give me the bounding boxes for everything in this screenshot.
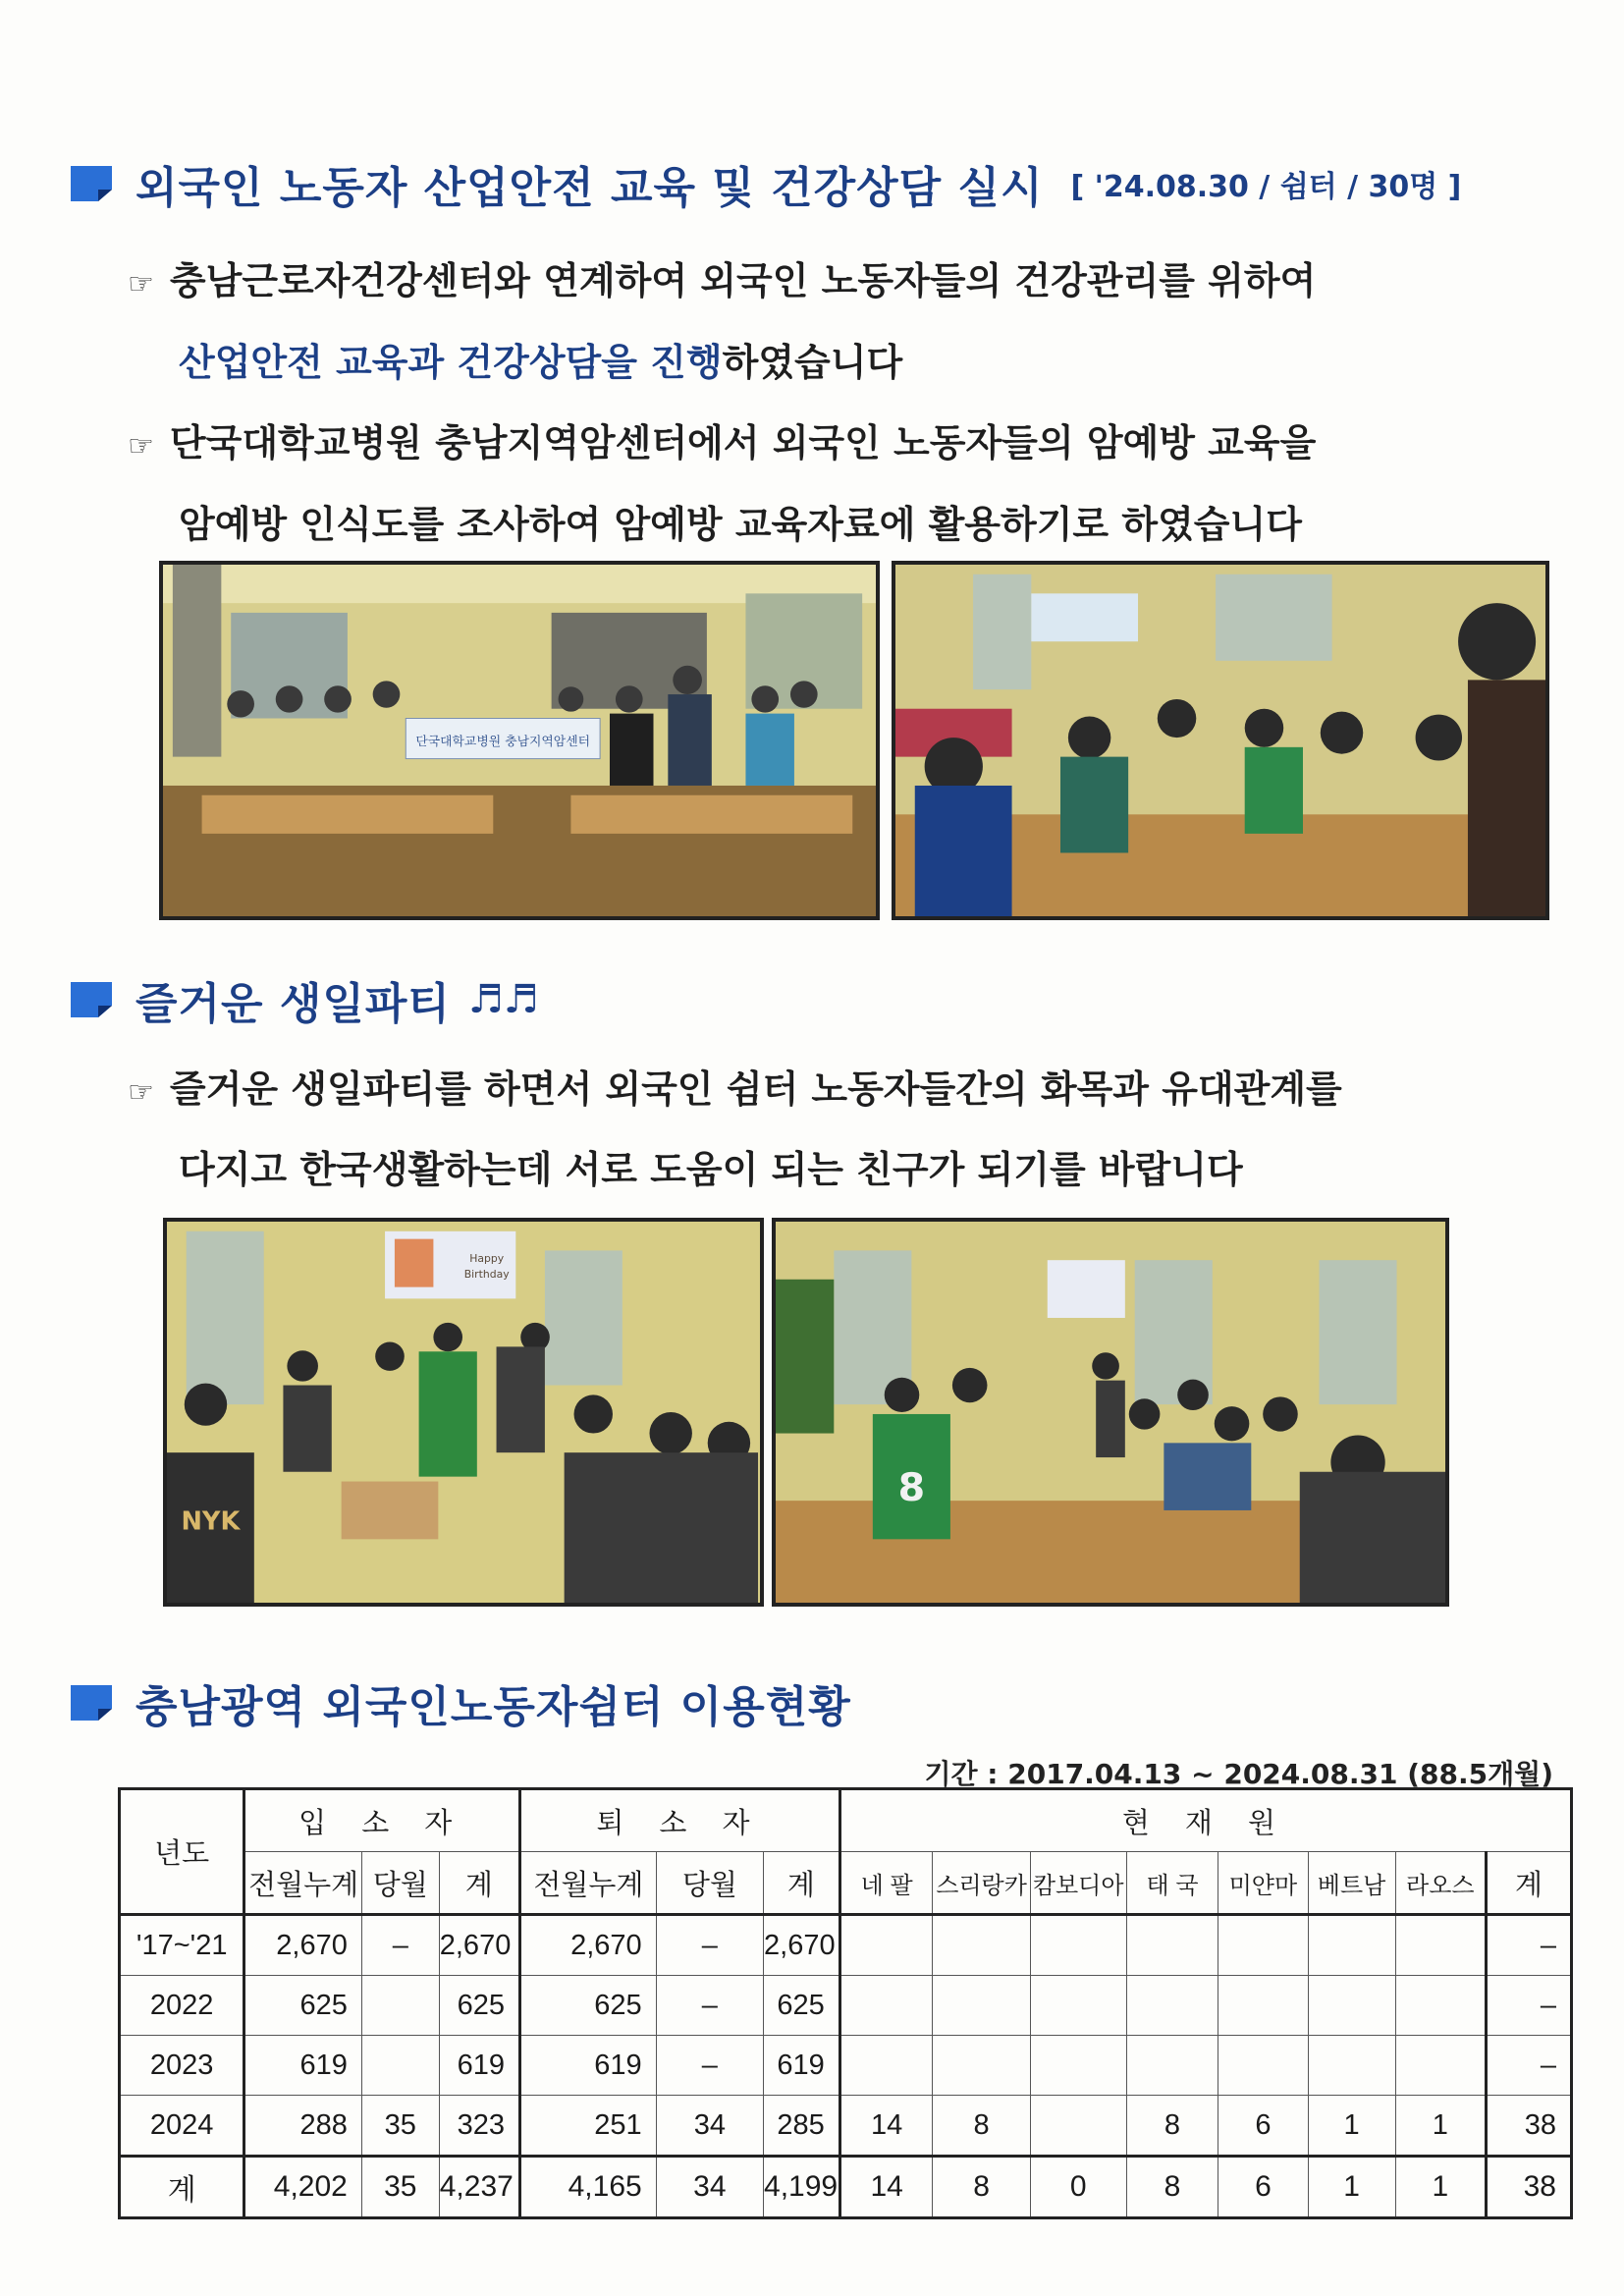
- header-country-vietnam: 베트남: [1308, 1852, 1395, 1915]
- section-title: 외국인 노동자 산업안전 교육 및 건강상담 실시: [135, 163, 1044, 213]
- header-admit-total: 계: [439, 1852, 519, 1915]
- cell-admit-cum: 288: [244, 2096, 361, 2157]
- cell-laos: [1395, 1915, 1486, 1976]
- header-leave: 퇴 소 자: [520, 1789, 840, 1852]
- cell-srilanka: 8: [933, 2157, 1030, 2218]
- highlight-text: 산업안전 교육과 건강상담을 진행: [179, 341, 723, 384]
- cell-cambodia: [1030, 1976, 1126, 2036]
- music-notes: ♬♬: [467, 977, 539, 1022]
- cell-thailand: [1126, 1976, 1218, 2036]
- cell-current-total: –: [1487, 2036, 1572, 2096]
- cell-thailand: 8: [1126, 2157, 1218, 2218]
- header-country-nepal: 네 팔: [839, 1852, 933, 1915]
- cell-current-total: –: [1487, 1976, 1572, 2036]
- cell-current-total: 38: [1487, 2157, 1572, 2218]
- header-country-myanmar: 미얀마: [1218, 1852, 1308, 1915]
- cell-leave-total: 285: [764, 2096, 840, 2157]
- header-country-laos: 라오스: [1395, 1852, 1486, 1915]
- cell-current-total: –: [1487, 1915, 1572, 1976]
- cell-myanmar: 6: [1218, 2157, 1308, 2218]
- folded-note-icon: [69, 1683, 114, 1722]
- cell-admit-total: 619: [439, 2036, 519, 2096]
- cell-myanmar: 6: [1218, 2096, 1308, 2157]
- table-row: [120, 1915, 1572, 1976]
- section-heading-shelter-usage: [69, 1671, 851, 1734]
- cell-myanmar: [1218, 1976, 1308, 2036]
- header-current-total: 계: [1487, 1852, 1572, 1915]
- screen-birthday: Birthday: [463, 1267, 510, 1281]
- bullet-continuation: 암예방 인식도를 조사하여 암예방 교육자료에 활용하기로 하였습니다: [179, 503, 1302, 546]
- shirt-text: NYK: [181, 1506, 241, 1537]
- cell-laos: [1395, 1976, 1486, 2036]
- header-year: 년도: [120, 1789, 244, 1915]
- bullet-continuation: 다지고 한국생활하는데 서로 도움이 되는 친구가 되기를 바랍니다: [179, 1148, 1243, 1191]
- header-admit: 입 소 자: [244, 1789, 520, 1852]
- cell-admit-month: –: [361, 1915, 439, 1976]
- photo-education-group: [159, 561, 880, 920]
- header-admit-cum: 전월누계: [244, 1852, 361, 1915]
- cell-year: 2023: [120, 2036, 244, 2096]
- period-label: 기간 : 2017.04.13 ~ 2024.08.31 (88.5개월): [924, 1758, 1553, 1790]
- cell-nepal: [839, 1915, 933, 1976]
- cell-admit-month: [361, 2036, 439, 2096]
- cell-leave-cum: 619: [520, 2036, 657, 2096]
- section-heading-birthday-party: [69, 968, 539, 1031]
- header-current: 현 재 원: [839, 1789, 1571, 1852]
- cell-thailand: [1126, 2036, 1218, 2096]
- cell-laos: 1: [1395, 2096, 1486, 2157]
- cell-current-total: 38: [1487, 2096, 1572, 2157]
- cell-srilanka: 8: [933, 2096, 1030, 2157]
- bullet-item: ☞ 단국대학교병원 충남지역암센터에서 외국인 노동자들의 암예방 교육을: [128, 421, 1317, 465]
- cell-admit-cum: 4,202: [244, 2157, 361, 2218]
- cell-vietnam: [1308, 1976, 1395, 2036]
- cell-nepal: [839, 2036, 933, 2096]
- photo-birthday-gathering: [772, 1218, 1449, 1607]
- cell-vietnam: [1308, 2036, 1395, 2096]
- header-leave-cum: 전월누계: [520, 1852, 657, 1915]
- cell-year: 계: [120, 2157, 244, 2218]
- cell-admit-total: 323: [439, 2096, 519, 2157]
- table-row: [120, 1976, 1572, 2036]
- pointing-hand-icon: ☞: [128, 267, 154, 301]
- cell-admit-total: 625: [439, 1976, 519, 2036]
- header-leave-total: 계: [764, 1852, 840, 1915]
- cell-vietnam: 1: [1308, 2096, 1395, 2157]
- cell-year: 2022: [120, 1976, 244, 2036]
- bullet-continuation: 산업안전 교육과 건강상담을 진행하였습니다: [179, 341, 903, 384]
- cell-year: 2024: [120, 2096, 244, 2157]
- cell-cambodia: [1030, 1915, 1126, 1976]
- cell-admit-cum: 619: [244, 2036, 361, 2096]
- section-title: 즐거운 생일파티: [135, 979, 451, 1029]
- section-title: 충남광역 외국인노동자쉼터 이용현황: [135, 1682, 851, 1732]
- cell-myanmar: [1218, 1915, 1308, 1976]
- bullet-item: ☞ 충남근로자건강센터와 연계하여 외국인 노동자들의 건강관리를 위하여: [128, 259, 1317, 302]
- pointing-hand-icon: ☞: [128, 1075, 154, 1110]
- cell-srilanka: [933, 1976, 1030, 2036]
- cell-cambodia: [1030, 2036, 1126, 2096]
- cell-vietnam: [1308, 1915, 1395, 1976]
- bullet-item: ☞ 즐거운 생일파티를 하면서 외국인 쉼터 노동자들간의 화목과 유대관계를: [128, 1067, 1342, 1111]
- header-country-cambodia: 캄보디아: [1030, 1852, 1126, 1915]
- cell-leave-month: –: [656, 2036, 763, 2096]
- shirt-number: 8: [897, 1465, 926, 1511]
- cell-thailand: 8: [1126, 2096, 1218, 2157]
- cell-leave-cum: 4,165: [520, 2157, 657, 2218]
- cell-cambodia: [1030, 2096, 1126, 2157]
- header-leave-month: 당월: [656, 1852, 763, 1915]
- cell-admit-cum: 625: [244, 1976, 361, 2036]
- photo-birthday-speech: [163, 1218, 764, 1607]
- pointing-hand-icon: ☞: [128, 429, 154, 464]
- cell-admit-month: 35: [361, 2157, 439, 2218]
- cell-laos: [1395, 2036, 1486, 2096]
- cell-srilanka: [933, 1915, 1030, 1976]
- cell-admit-total: 4,237: [439, 2157, 519, 2218]
- cell-thailand: [1126, 1915, 1218, 1976]
- cell-leave-cum: 2,670: [520, 1915, 657, 1976]
- header-country-srilanka: 스리랑카: [933, 1852, 1030, 1915]
- cell-leave-month: –: [656, 1976, 763, 2036]
- cell-srilanka: [933, 2036, 1030, 2096]
- cell-leave-total: 2,670: [764, 1915, 840, 1976]
- section-heading-safety-education: [69, 152, 1461, 215]
- cell-vietnam: 1: [1308, 2157, 1395, 2218]
- header-country-thailand: 태 국: [1126, 1852, 1218, 1915]
- header-admit-month: 당월: [361, 1852, 439, 1915]
- screen-happy: Happy: [469, 1252, 505, 1266]
- cell-leave-cum: 251: [520, 2096, 657, 2157]
- table-row: [120, 2096, 1572, 2157]
- cell-admit-month: [361, 1976, 439, 2036]
- photo-education-class: [892, 561, 1549, 920]
- cell-leave-total: 619: [764, 2036, 840, 2096]
- usage-table: [118, 1787, 1573, 2219]
- cell-admit-total: 2,670: [439, 1915, 519, 1976]
- cell-leave-cum: 625: [520, 1976, 657, 2036]
- table-row: [120, 2036, 1572, 2096]
- cell-leave-month: –: [656, 1915, 763, 1976]
- cell-leave-total: 625: [764, 1976, 840, 2036]
- cell-leave-month: 34: [656, 2096, 763, 2157]
- banner-text: 단국대학교병원 충남지역암센터: [415, 734, 591, 749]
- section-meta: [ '24.08.30 / 쉼터 / 30명 ]: [1070, 170, 1462, 204]
- cell-admit-cum: 2,670: [244, 1915, 361, 1976]
- cell-admit-month: 35: [361, 2096, 439, 2157]
- folded-note-icon: [69, 980, 114, 1019]
- cell-cambodia: 0: [1030, 2157, 1126, 2218]
- table-row-total: [120, 2157, 1572, 2218]
- cell-laos: 1: [1395, 2157, 1486, 2218]
- cell-nepal: 14: [839, 2096, 933, 2157]
- cell-year: '17~'21: [120, 1915, 244, 1976]
- cell-myanmar: [1218, 2036, 1308, 2096]
- cell-nepal: 14: [839, 2157, 933, 2218]
- cell-leave-total: 4,199: [764, 2157, 840, 2218]
- cell-leave-month: 34: [656, 2157, 763, 2218]
- folded-note-icon: [69, 164, 114, 203]
- cell-nepal: [839, 1976, 933, 2036]
